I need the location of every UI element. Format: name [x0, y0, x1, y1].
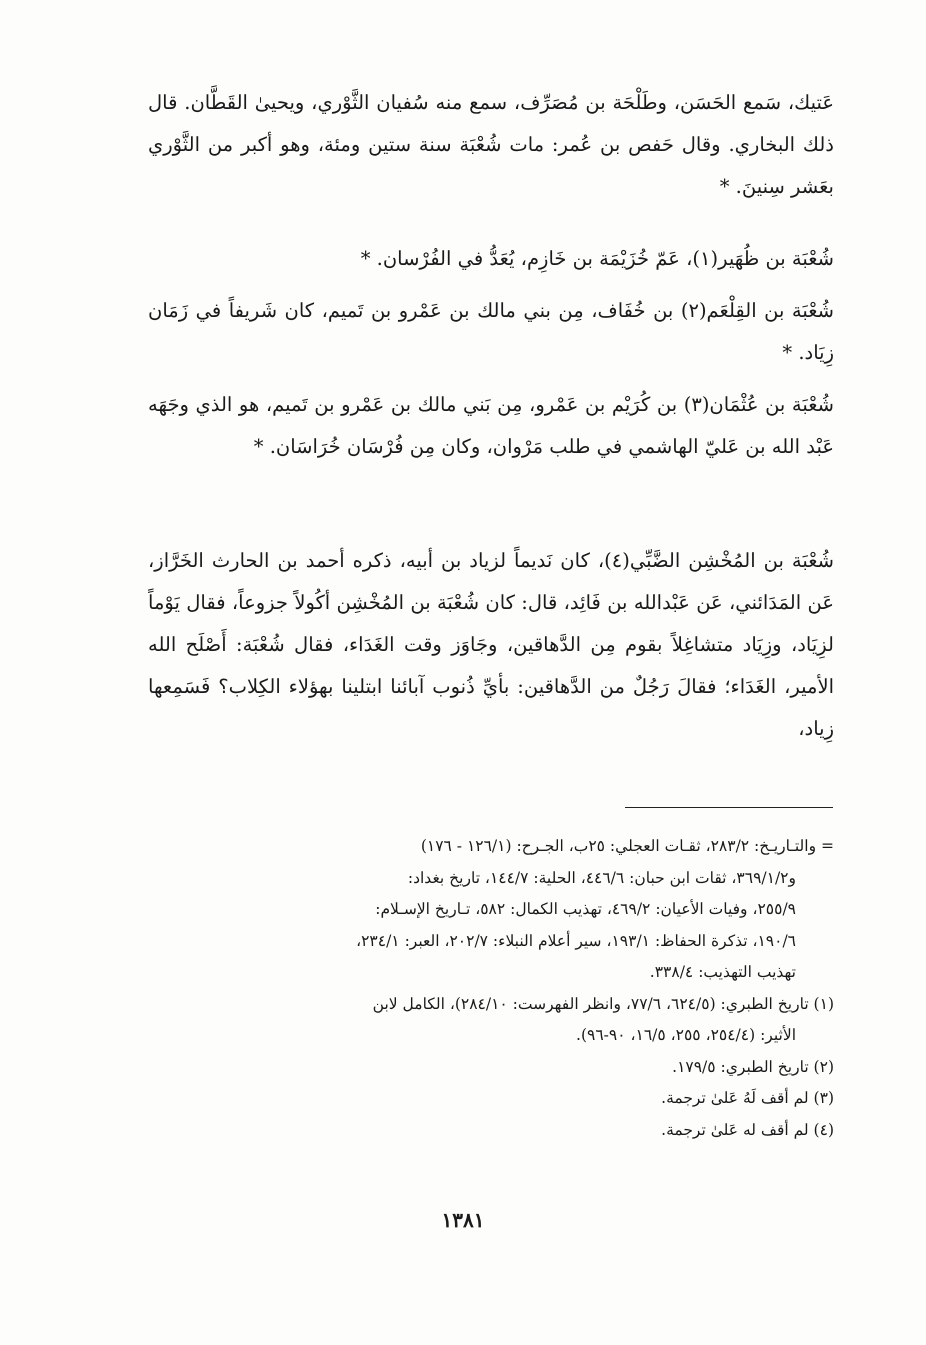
entry-paragraph: شُعْبَة بن المُخْشِن الضَّبِّي(٤)، كان نَديماً لزياد بن أبيه، ذكره أحمد بن الحارث الخَرَّاز، عَن المَدَائني، عَن عَبْدالله بن فَائِد، قال: كان شُعْبَة بن المُخْشِن أكُولاً جزوعاً، فقال يَوْماً لزِيَاد، وزِيَاد متشاغِلاً بقوم مِن الدَّهاقين، وجَاوَز وقت الغَدَاء، فقال شُعْبَة: أَصْلَح الله الأمير، الغَدَاء؛ فقالَ رَجُلٌ من الدَّهاقين: بأيِّ ذُنوب آبائنا ابتلينا بهؤلاء الكِلاب؟ فَسَمِعها زِياد، [148, 549, 834, 740]
footnote-4: (٤) لم أقف له عَلىٰ ترجمة. [661, 1120, 834, 1139]
entry-paragraph: عَتيك، سَمع الحَسَن، وطَلْحَة بن مُصَرِّف، سمع منه سُفيان الثَّوْري، ويحيىٰ القَطَّان. قال ذلك البخاري. وقال حَفص بن عُمر: مات شُعْبَة سنة ستين ومئة، وهو أكبر من الثَّوْري بعَشر سِنينَ. * [148, 91, 834, 198]
footnote-1-cont: الأثير: (٢٥٤/٤، ٢٥٥، ١٦/٥، ٩٠-٩٦). [576, 1026, 796, 1044]
entry-paragraph: شُعْبَة بن عُثْمَان(٣) بن كُرَيْم بن عَمْرو، مِن بَني مالك بن عَمْرو بن تَميم، هو الذي وجَهَه عَبْد الله بن عَليّ الهاشمي في طلب مَرْوان، وكان مِن فُرْسَان خُرَاسَان. * [148, 393, 835, 458]
footnote-line: و٣٦٩/١/٢، ثقات ابن حبان: ٤٤٦/٦، الحلية: ١٤٤/٧، تاريخ بغداد: [407, 868, 796, 887]
footnote-line: ٢٥٥/٩، وفيات الأعيان: ٤٦٩/٢، تهذيب الكمال: ٥٨٢، تـاريخ الإسـلام: [375, 900, 796, 918]
entry-paragraph: شُعْبَة بن القِلْعَم(٢) بن خُفَاف، مِن بني مالك بن عَمْرو بن تَميم، كان شَريفاً في زَمَان زِيَاد. * [148, 299, 834, 364]
footnotes [140, 831, 834, 1146]
footnote-3: (٣) لم أقف لَهُ عَلىٰ ترجمة. [661, 1089, 834, 1107]
page-number: ١٣٨١ [441, 1208, 485, 1232]
footnote-separator [625, 807, 833, 808]
footnote-line: تهذيب التهذيب: ٣٣٨/٤. [649, 963, 796, 981]
footnote-line: ١٩٠/٦، تذكرة الحفاظ: ١٩٣/١، سير أعلام النبلاء: ٢٠٢/٧، العبر: ٢٣٤/١، [356, 931, 796, 950]
footnote-1: (١) تاريخ الطبري: (٦٢٤/٥، ٧٧/٦، وانظر الفهرست: ٢٨٤/١٠)، الكامل لابن [372, 994, 834, 1013]
entry-paragraph: شُعْبَة بن ظُهَير(١)، عَمّ خُزَيْمَة بن خَازِم، يُعَدُّ في الفُرْسان. * [360, 247, 834, 270]
footnote-line: = والتـاريـخ: ٢٨٣/٢، ثقـات العجلي: ٢٥ب، الجـرح: (١٢٦/١ - ١٧٦) [420, 837, 834, 855]
footnote-2: (٢) تاريخ الطبري: ١٧٩/٥. [672, 1057, 834, 1076]
